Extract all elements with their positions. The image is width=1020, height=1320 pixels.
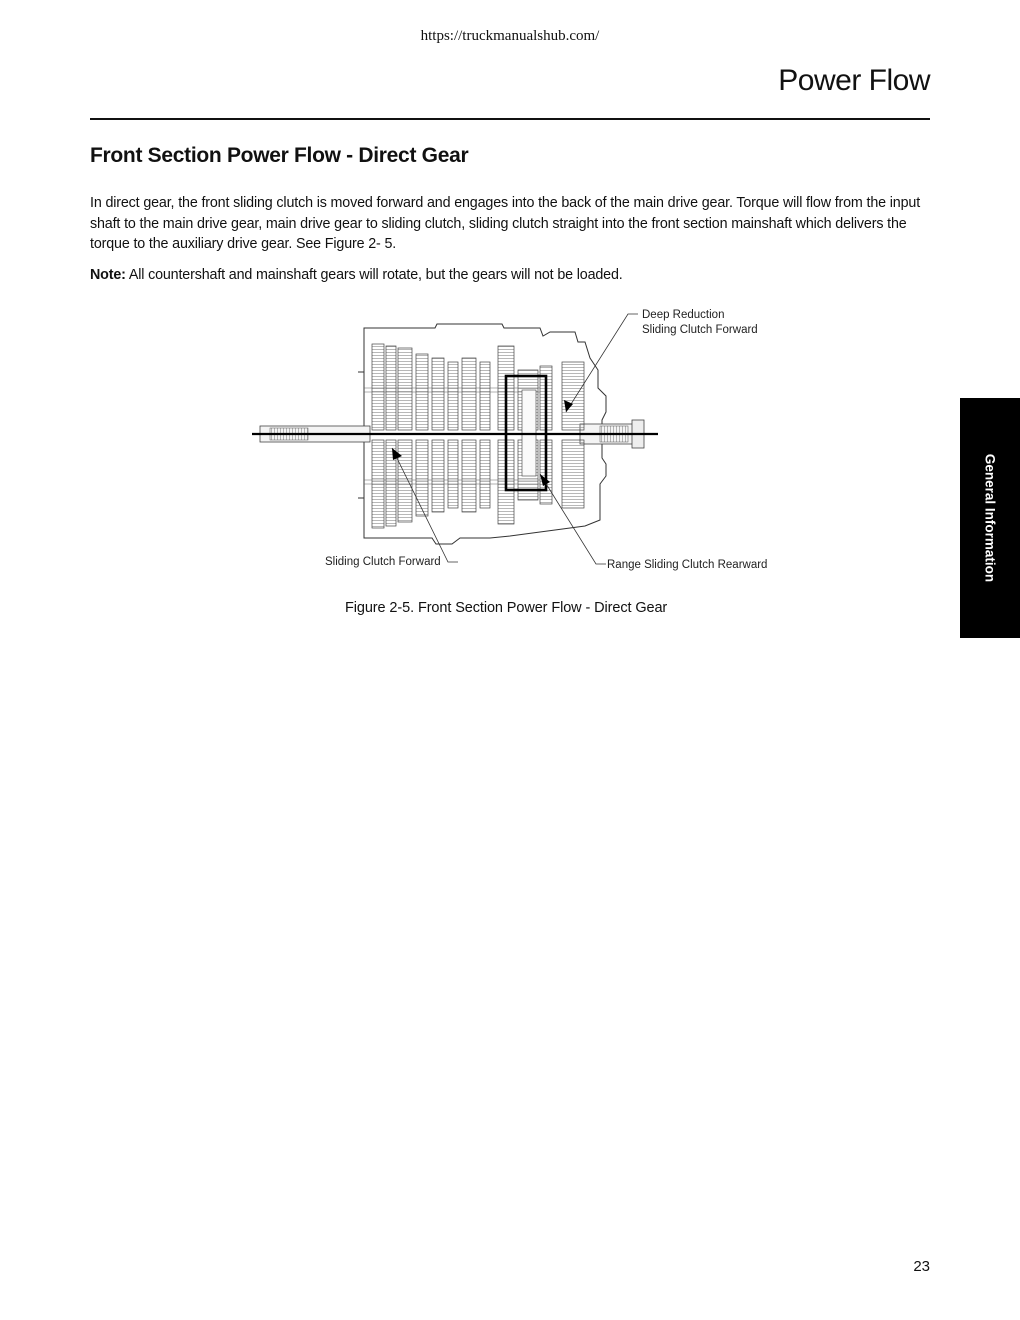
callout-deep-reduction bbox=[642, 308, 758, 338]
callout-range-sliding-clutch: Range Sliding Clutch Rearward bbox=[607, 559, 768, 571]
section-title: Front Section Power Flow - Direct Gear bbox=[90, 144, 469, 167]
note-paragraph bbox=[90, 265, 930, 285]
source-url[interactable]: https://truckmanualshub.com/ bbox=[420, 28, 600, 44]
transmission-cutaway-diagram bbox=[240, 300, 800, 590]
callout-deep-reduction-line1: Deep Reduction bbox=[642, 309, 725, 321]
transmission-figure bbox=[240, 300, 800, 590]
page-number: 23 bbox=[913, 1258, 930, 1275]
callout-deep-reduction-line2: Sliding Clutch Forward bbox=[642, 324, 758, 336]
page-header-title: Power Flow bbox=[778, 64, 930, 97]
side-tab-label: General Information bbox=[982, 453, 998, 583]
header-divider bbox=[90, 118, 930, 120]
figure-caption: Figure 2-5. Front Section Power Flow - Direct Gear bbox=[345, 600, 668, 616]
note-label: Note: bbox=[90, 267, 126, 283]
side-tab[interactable] bbox=[960, 398, 1020, 638]
note-body: All countershaft and mainshaft gears will rotate, but the gears will not be loaded. bbox=[125, 267, 623, 283]
callout-sliding-clutch-forward: Sliding Clutch Forward bbox=[325, 556, 441, 568]
body-paragraph: In direct gear, the front sliding clutch is moved forward and engages into the back of the main drive gear. Torque will flow from the input shaft to the main drive gear, main drive gear to sliding clutch, sliding clutch straight into the front section mainshaft which delivers the torque to the auxiliary drive gear. See Figure 2- 5. bbox=[90, 195, 921, 252]
